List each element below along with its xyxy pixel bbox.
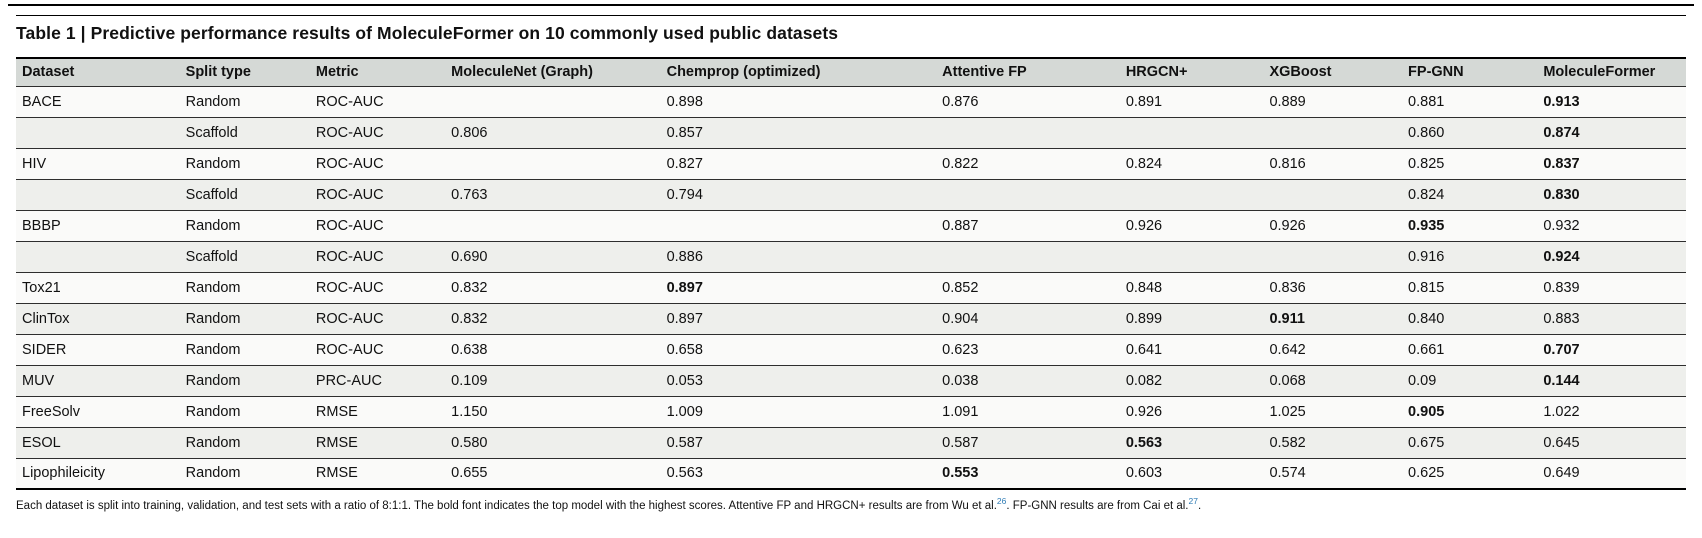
table-cell: ROC-AUC xyxy=(310,117,445,148)
table-cell: PRC-AUC xyxy=(310,365,445,396)
table-cell: Random xyxy=(180,210,310,241)
table-cell: 1.022 xyxy=(1537,396,1686,427)
table-cell: 0.827 xyxy=(661,148,937,179)
table-cell: 0.926 xyxy=(1120,396,1264,427)
table-cell: 0.897 xyxy=(661,272,937,303)
table-cell: 0.642 xyxy=(1263,334,1402,365)
table-cell: 0.690 xyxy=(445,241,660,272)
table-cell xyxy=(16,179,180,210)
table-cell: Random xyxy=(180,458,310,489)
table-cell xyxy=(1263,117,1402,148)
table-cell: 0.886 xyxy=(661,241,937,272)
column-header: Dataset xyxy=(16,58,180,86)
table-cell: 1.009 xyxy=(661,396,937,427)
table-cell: 0.897 xyxy=(661,303,937,334)
table-cell: 0.645 xyxy=(1537,427,1686,458)
table-cell: 0.641 xyxy=(1120,334,1264,365)
table-row xyxy=(16,148,1686,179)
reference-link-26[interactable]: 26 xyxy=(996,496,1007,506)
table-cell: 0.053 xyxy=(661,365,937,396)
table-cell: 0.655 xyxy=(445,458,660,489)
table-cell xyxy=(936,241,1120,272)
table-cell: 0.839 xyxy=(1537,272,1686,303)
table-row xyxy=(16,210,1686,241)
table-cell: 0.623 xyxy=(936,334,1120,365)
table-cell: ROC-AUC xyxy=(310,148,445,179)
table-cell: 0.876 xyxy=(936,86,1120,117)
table-cell: 0.935 xyxy=(1402,210,1537,241)
table-cell: HIV xyxy=(16,148,180,179)
table-row xyxy=(16,396,1686,427)
reference-link-27[interactable]: 27 xyxy=(1188,496,1198,506)
table-cell: 0.603 xyxy=(1120,458,1264,489)
column-header: FP-GNN xyxy=(1402,58,1537,86)
table-row xyxy=(16,334,1686,365)
table-cell: SIDER xyxy=(16,334,180,365)
table-cell xyxy=(1120,179,1264,210)
table-cell xyxy=(936,179,1120,210)
footnote-text: . FP-GNN results are from Cai et al. xyxy=(1006,499,1189,512)
table-cell: 0.924 xyxy=(1537,241,1686,272)
table-cell: 0.038 xyxy=(936,365,1120,396)
footnote-text: . xyxy=(1197,499,1202,512)
table-cell: 0.848 xyxy=(1120,272,1264,303)
table-cell: Random xyxy=(180,86,310,117)
table-cell: ROC-AUC xyxy=(310,303,445,334)
table-cell: 0.082 xyxy=(1120,365,1264,396)
table-cell: 0.707 xyxy=(1537,334,1686,365)
table-cell xyxy=(1120,241,1264,272)
table-cell: 0.661 xyxy=(1402,334,1537,365)
table-footnote xyxy=(16,496,1686,514)
column-header: Attentive FP xyxy=(936,58,1120,86)
table-cell: Scaffold xyxy=(180,117,310,148)
column-header: XGBoost xyxy=(1263,58,1402,86)
table-cell: 0.649 xyxy=(1537,458,1686,489)
table-row xyxy=(16,117,1686,148)
table-cell: 0.794 xyxy=(661,179,937,210)
table-cell xyxy=(661,210,937,241)
table-cell: ROC-AUC xyxy=(310,86,445,117)
table-cell: ROC-AUC xyxy=(310,334,445,365)
table-cell: 0.587 xyxy=(936,427,1120,458)
table-cell: ROC-AUC xyxy=(310,272,445,303)
column-header: MoleculeFormer xyxy=(1537,58,1686,86)
table-cell: 0.840 xyxy=(1402,303,1537,334)
table-cell: Random xyxy=(180,396,310,427)
table-cell: 0.836 xyxy=(1263,272,1402,303)
table-cell: MUV xyxy=(16,365,180,396)
table-cell: 1.150 xyxy=(445,396,660,427)
table-cell: 0.563 xyxy=(661,458,937,489)
table-cell: 0.898 xyxy=(661,86,937,117)
table-cell: ROC-AUC xyxy=(310,241,445,272)
table-cell: 0.891 xyxy=(1120,86,1264,117)
table-cell: 0.815 xyxy=(1402,272,1537,303)
table-cell: Random xyxy=(180,427,310,458)
table-cell: 0.904 xyxy=(936,303,1120,334)
table-cell: 0.832 xyxy=(445,303,660,334)
table-cell: 0.582 xyxy=(1263,427,1402,458)
table-row xyxy=(16,241,1686,272)
table-cell xyxy=(1120,117,1264,148)
table-cell: 0.638 xyxy=(445,334,660,365)
table-cell: Random xyxy=(180,365,310,396)
table-cell: 0.763 xyxy=(445,179,660,210)
table-cell: 0.913 xyxy=(1537,86,1686,117)
table-cell: RMSE xyxy=(310,427,445,458)
table-row xyxy=(16,272,1686,303)
table-cell: 0.889 xyxy=(1263,86,1402,117)
table-cell: 0.658 xyxy=(661,334,937,365)
table-cell: ESOL xyxy=(16,427,180,458)
table-cell: 0.563 xyxy=(1120,427,1264,458)
table-cell xyxy=(445,148,660,179)
table-cell xyxy=(936,117,1120,148)
table-cell: 0.825 xyxy=(1402,148,1537,179)
table-cell xyxy=(1263,241,1402,272)
table-row xyxy=(16,365,1686,396)
table-cell: 0.824 xyxy=(1120,148,1264,179)
table-cell: 0.911 xyxy=(1263,303,1402,334)
table-cell: 0.144 xyxy=(1537,365,1686,396)
table-row xyxy=(16,303,1686,334)
column-header: Split type xyxy=(180,58,310,86)
table-cell: 0.932 xyxy=(1537,210,1686,241)
table-cell: ROC-AUC xyxy=(310,179,445,210)
table-row xyxy=(16,179,1686,210)
table-cell: 0.916 xyxy=(1402,241,1537,272)
column-header: Chemprop (optimized) xyxy=(661,58,937,86)
header-row xyxy=(16,58,1686,86)
table-cell: 0.675 xyxy=(1402,427,1537,458)
table-cell: 0.887 xyxy=(936,210,1120,241)
table-cell xyxy=(1263,179,1402,210)
table-cell: BBBP xyxy=(16,210,180,241)
results-table xyxy=(16,57,1686,490)
footnote-text: Each dataset is split into training, validation, and test sets with a ratio of 8:1:1. The bold font indicates the top model with the highest scores. Attentive FP and HRGCN+ results are from Wu et al. xyxy=(16,499,997,512)
table-cell: 0.574 xyxy=(1263,458,1402,489)
column-header: HRGCN+ xyxy=(1120,58,1264,86)
table-cell: Random xyxy=(180,148,310,179)
table-title: Table 1 | Predictive performance results of MoleculeFormer on 10 commonly used public datasets xyxy=(16,23,839,43)
table-cell: Lipophileicity xyxy=(16,458,180,489)
table-cell: Random xyxy=(180,303,310,334)
table-cell: 0.905 xyxy=(1402,396,1537,427)
table-cell xyxy=(16,241,180,272)
table-cell: RMSE xyxy=(310,396,445,427)
column-header: Metric xyxy=(310,58,445,86)
table-cell: Scaffold xyxy=(180,241,310,272)
table-cell: 0.837 xyxy=(1537,148,1686,179)
table-cell: 0.580 xyxy=(445,427,660,458)
table-cell: FreeSolv xyxy=(16,396,180,427)
table-cell: Scaffold xyxy=(180,179,310,210)
table-cell: 1.025 xyxy=(1263,396,1402,427)
table-cell: ClinTox xyxy=(16,303,180,334)
table-cell: RMSE xyxy=(310,458,445,489)
table-cell: BACE xyxy=(16,86,180,117)
table-cell xyxy=(445,86,660,117)
table-cell: 0.883 xyxy=(1537,303,1686,334)
table-cell: 0.068 xyxy=(1263,365,1402,396)
table-cell: 0.899 xyxy=(1120,303,1264,334)
table-cell: 0.09 xyxy=(1402,365,1537,396)
table-cell: 0.860 xyxy=(1402,117,1537,148)
table-cell: 0.553 xyxy=(936,458,1120,489)
table-cell: 0.822 xyxy=(936,148,1120,179)
table-cell: Tox21 xyxy=(16,272,180,303)
table-cell: 0.824 xyxy=(1402,179,1537,210)
table-cell xyxy=(445,210,660,241)
table-cell xyxy=(16,117,180,148)
table-cell: 0.874 xyxy=(1537,117,1686,148)
top-outer-rule xyxy=(8,4,1694,6)
table-cell: 0.587 xyxy=(661,427,937,458)
table-cell: 0.816 xyxy=(1263,148,1402,179)
table-cell: 0.881 xyxy=(1402,86,1537,117)
table-cell: 0.857 xyxy=(661,117,937,148)
table-cell: 0.852 xyxy=(936,272,1120,303)
top-inner-rule xyxy=(16,15,1686,16)
table-cell: Random xyxy=(180,272,310,303)
table-cell: 0.830 xyxy=(1537,179,1686,210)
table-cell: 0.832 xyxy=(445,272,660,303)
table-cell: 0.625 xyxy=(1402,458,1537,489)
table-cell: 0.109 xyxy=(445,365,660,396)
table-cell: 0.926 xyxy=(1263,210,1402,241)
table-row xyxy=(16,86,1686,117)
table-cell: 0.806 xyxy=(445,117,660,148)
table-cell: 1.091 xyxy=(936,396,1120,427)
table-row xyxy=(16,427,1686,458)
table-cell: Random xyxy=(180,334,310,365)
table-cell: 0.926 xyxy=(1120,210,1264,241)
table-cell: ROC-AUC xyxy=(310,210,445,241)
column-header: MoleculeNet (Graph) xyxy=(445,58,660,86)
table-row xyxy=(16,458,1686,489)
